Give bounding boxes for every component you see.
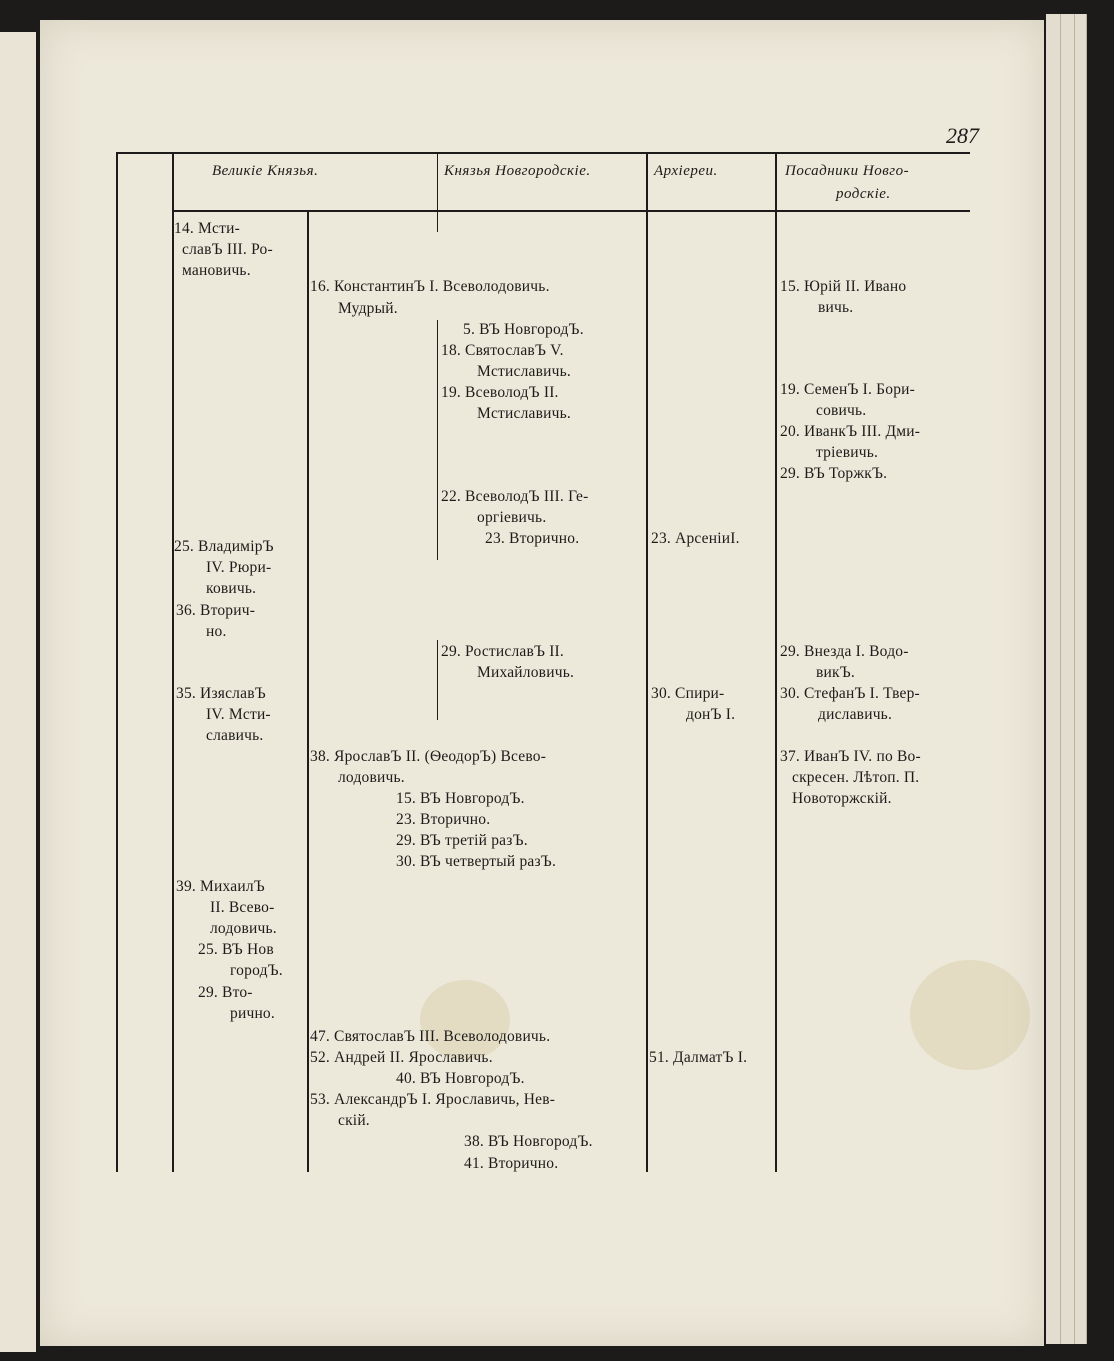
book-page xyxy=(40,20,1044,1346)
page-stack-edge xyxy=(1046,14,1061,1344)
entry-text: II. Всево- xyxy=(210,899,275,916)
entry-text: мановичь. xyxy=(182,262,251,279)
entry-text: лодовичь. xyxy=(210,920,277,937)
entry-text: Мстиславичь. xyxy=(477,363,571,380)
entry-text: лодовичь. xyxy=(338,769,405,786)
previous-page-edge xyxy=(0,32,36,1352)
table-top-rule xyxy=(118,152,970,154)
entry-text: 15. ВЪ НовгородЪ. xyxy=(396,790,525,807)
entry-text: 29. РостиславЪ II. xyxy=(441,643,564,660)
entry-text: славЪ III. Ро- xyxy=(182,241,273,258)
entry-text: 25. ВЪ Нов xyxy=(198,941,274,958)
entry-text: 52. Андрей II. Ярославичь. xyxy=(310,1049,493,1066)
entry-text: 22. ВсеволодЪ III. Ге- xyxy=(441,488,589,505)
entry-text: 38. ЯрославЪ II. (ѲеодорЪ) Всево- xyxy=(310,748,547,765)
entry-text: совичь. xyxy=(816,402,867,419)
entry-text: оргіевичь. xyxy=(477,509,547,526)
entry-text: 30. СтефанЪ I. Твер- xyxy=(780,685,920,702)
header-bottom-rule xyxy=(172,210,970,212)
header-posadniks-line2: родскіе. xyxy=(836,186,891,202)
column-rule xyxy=(172,152,174,1172)
entry-text: 29. ВЪ ТоржкЪ. xyxy=(780,465,888,482)
entry-text: 15. Юрій II. Ивано xyxy=(780,278,907,295)
entry-text: IV. Мсти- xyxy=(206,706,271,723)
entry-text: 29. Вто- xyxy=(198,984,253,1001)
entry-text: 40. ВЪ НовгородЪ. xyxy=(396,1070,525,1087)
entry-text: 47. СвятославЪ III. Всеволодовичь. xyxy=(310,1028,551,1045)
entry-text: но. xyxy=(206,623,227,640)
entry-text: 53. АлександрЪ I. Ярославичь, Нев- xyxy=(310,1091,556,1108)
entry-text: городЪ. xyxy=(230,962,283,979)
entry-text: 18. СвятославЪ V. xyxy=(441,342,564,359)
entry-text: диславичь. xyxy=(818,706,893,723)
column-rule xyxy=(437,152,438,232)
column-rule xyxy=(116,152,118,1172)
header-novgorod-princes: Князья Новгородскіе. xyxy=(444,163,591,179)
entry-text: 29. Внезда I. Водо- xyxy=(780,643,909,660)
entry-text: 36. Вторич- xyxy=(176,602,256,619)
header-posadniks: Посадники Новго- xyxy=(785,163,910,179)
entry-text: вичь. xyxy=(818,299,854,316)
entry-text: 23. Вторично. xyxy=(396,811,491,828)
entry-text: 38. ВЪ НовгородЪ. xyxy=(464,1133,593,1150)
entry-text: скресен. Лѣтоп. П. xyxy=(792,769,920,786)
entry-text: 23. АрсеніиI. xyxy=(651,530,740,547)
entry-text: 30. Спири- xyxy=(651,685,725,702)
column-rule xyxy=(437,320,438,560)
entry-text: викЪ. xyxy=(816,664,855,681)
column-rule xyxy=(646,152,648,1172)
column-rule xyxy=(775,152,777,1172)
entry-text: 23. Вторично. xyxy=(485,530,580,547)
entry-text: 16. КонстантинЪ I. Всеволодовичь. xyxy=(310,278,550,295)
entry-text: 35. ИзяславЪ xyxy=(176,685,266,702)
entry-text: 41. Вторично. xyxy=(464,1155,559,1172)
entry-text: Новоторжскій. xyxy=(792,790,892,807)
column-rule xyxy=(437,640,438,720)
entry-text: Мудрый. xyxy=(338,300,398,317)
entry-text: славичь. xyxy=(206,727,264,744)
entry-text: скій. xyxy=(338,1112,370,1129)
entry-text: 51. ДалматЪ I. xyxy=(649,1049,748,1066)
entry-text: 19. ВсеволодЪ II. xyxy=(441,384,559,401)
entry-text: рично. xyxy=(230,1005,275,1022)
entry-text: 25. ВладимірЪ xyxy=(174,538,274,555)
entry-text: 20. ИванкЪ III. Дми- xyxy=(780,423,921,440)
entry-text: Михайловичь. xyxy=(477,664,575,681)
column-rule xyxy=(307,212,309,1172)
entry-text: 5. ВЪ НовгородЪ. xyxy=(463,321,584,338)
entry-text: Мстиславичь. xyxy=(477,405,571,422)
header-archbishops: Архіереи. xyxy=(654,163,718,179)
header-grand-princes: Великіе Князья. xyxy=(212,163,319,179)
entry-text: 37. ИванЪ IV. по Во- xyxy=(780,748,921,765)
entry-text: 19. СеменЪ I. Бори- xyxy=(780,381,916,398)
paper-stain xyxy=(910,960,1030,1070)
entry-text: 29. ВЪ третій разЪ. xyxy=(396,832,528,849)
page-number: 287 xyxy=(946,123,979,148)
entry-text: IV. Рюри- xyxy=(206,559,272,576)
entry-text: ковичь. xyxy=(206,580,257,597)
entry-text: 39. МихаилЪ xyxy=(176,878,265,895)
entry-text: тріевичь. xyxy=(816,444,879,461)
entry-text: донЪ I. xyxy=(686,706,736,723)
entry-text: 30. ВЪ четвертый разЪ. xyxy=(396,853,557,870)
entry-text: 14. Мсти- xyxy=(174,220,240,237)
